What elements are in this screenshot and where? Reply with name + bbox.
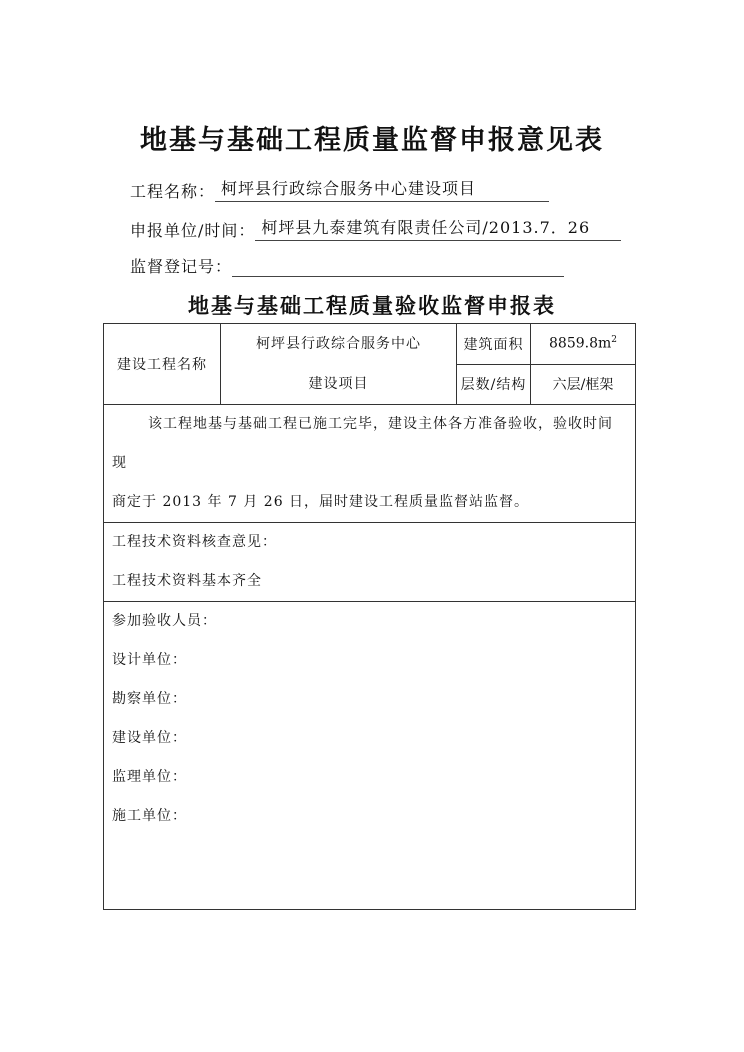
applicant-unit-row: [130, 215, 621, 241]
registration-number-label: 监督登记号：: [130, 257, 233, 276]
table-row: [104, 324, 636, 365]
review-value: 工程技术资料基本齐全: [112, 573, 262, 589]
review-cell: [104, 523, 636, 602]
project-name-value: 柯坪县行政综合服务中心建设项目: [215, 176, 549, 202]
applicant-unit-label: 申报单位/时间：: [130, 221, 256, 240]
survey-unit-label: 勘察单位：: [112, 691, 187, 707]
project-name-cell-label-text: 建设工程名称: [117, 357, 207, 373]
project-name-label: 工程名称：: [130, 182, 216, 201]
area-label-cell: [457, 324, 531, 365]
project-name-line1: 柯坪县行政综合服务中心: [256, 336, 421, 352]
review-label: 工程技术资料核查意见：: [112, 534, 277, 550]
floors-value: 六层/框架: [552, 377, 614, 394]
participants-label: 参加验收人员：: [112, 613, 217, 629]
supervision-unit-label: 监理单位：: [112, 769, 187, 785]
area-unit-superscript: 2: [611, 335, 617, 346]
table-row: [104, 405, 636, 523]
applicant-unit-value: 柯坪县九泰建筑有限责任公司/2013.7．26: [255, 215, 621, 241]
registration-number-value: [232, 256, 564, 277]
table-row: [104, 523, 636, 602]
construction-unit-label: 建设单位：: [112, 730, 187, 746]
floors-value-cell: [531, 364, 636, 405]
notice-line-2: 商定于 2013 年 7 月 26 日，届时建设工程质量监督站监督。: [112, 494, 530, 510]
table-title: 地基与基础工程质量验收监督申报表: [188, 293, 556, 318]
notice-line-1-text: 该工程地基与基础工程已施工完毕，建设主体各方准备验收，验收时间现: [112, 416, 613, 471]
notice-cell: [104, 405, 636, 523]
notice-line-1: [112, 405, 627, 483]
floors-label-cell: [457, 364, 531, 405]
application-form-table: [103, 323, 636, 910]
project-name-cell-value: [221, 324, 457, 405]
project-name-line2: 建设项目: [308, 376, 369, 392]
project-name-cell-label: [104, 324, 221, 405]
document-title: 地基与基础工程质量监督申报意见表: [140, 125, 604, 156]
table-row: [104, 602, 636, 910]
builder-unit-label: 施工单位：: [112, 808, 187, 824]
area-value: 8859.8m: [549, 336, 612, 353]
area-value-cell: [531, 324, 636, 365]
design-unit-label: 设计单位：: [112, 652, 187, 668]
floors-label: 层数/结构: [460, 377, 527, 394]
area-label: 建筑面积: [463, 336, 524, 353]
registration-number-row: [130, 254, 564, 277]
project-name-row: [130, 176, 549, 202]
participants-cell: [104, 602, 636, 910]
